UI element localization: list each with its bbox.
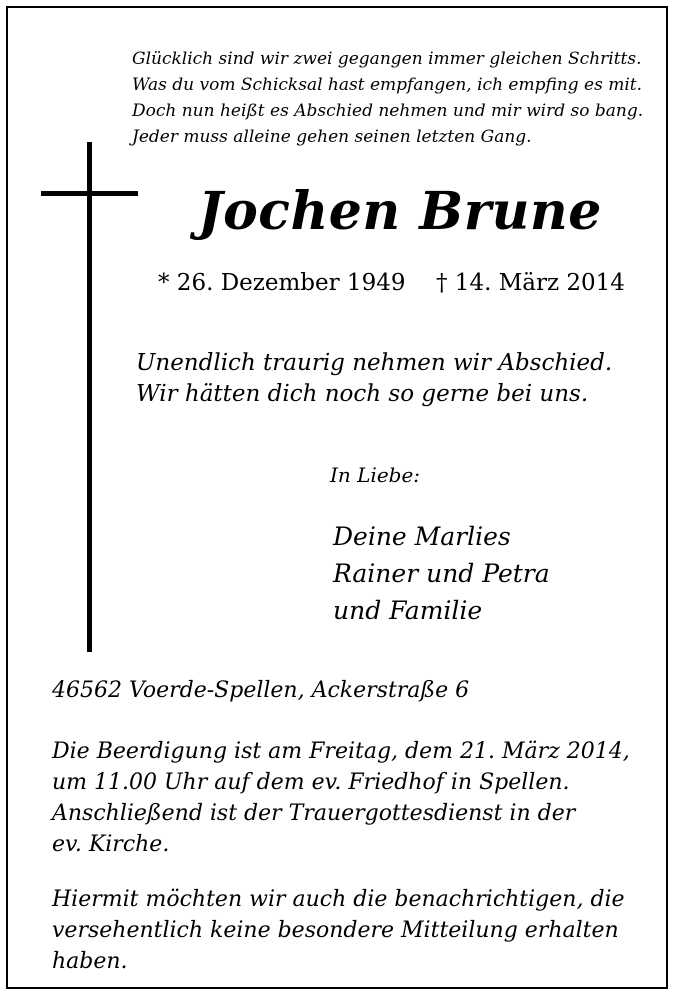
poem-line: Jeder muss alleine gehen seinen letzten Gang.: [132, 127, 532, 147]
notice-line: haben.: [52, 949, 128, 974]
birth-date: * 26. Dezember 1949: [158, 270, 406, 296]
signer-name: Rainer und Petra: [333, 559, 550, 588]
farewell-line: Wir hätten dich noch so gerne bei uns.: [136, 381, 589, 407]
signer-name: und Familie: [333, 596, 483, 625]
funeral-info: [52, 736, 630, 860]
funeral-line: ev. Kirche.: [52, 832, 170, 857]
poem-line: Glücklich sind wir zwei gegangen immer gleichen Schritts.: [132, 49, 642, 69]
poem-line: Was du vom Schicksal hast empfangen, ich empfing es mit.: [132, 75, 643, 95]
death-date: † 14. März 2014: [436, 270, 625, 296]
signer-name: Deine Marlies: [333, 522, 511, 551]
notice-line: versehentlich keine besondere Mitteilung erhalten: [52, 918, 619, 943]
signers: [333, 518, 550, 629]
funeral-line: Die Beerdigung ist am Freitag, dem 21. März 2014,: [52, 739, 630, 764]
funeral-line: Anschließend ist der Trauergottesdienst in der: [52, 801, 576, 826]
poem: [132, 46, 643, 150]
farewell-message: [136, 348, 612, 410]
poem-line: Doch nun heißt es Abschied nehmen und mir wird so bang.: [132, 101, 644, 121]
signoff-intro: In Liebe:: [330, 463, 421, 487]
address: 46562 Voerde-Spellen, Ackerstraße 6: [52, 678, 470, 703]
notice-line: Hiermit möchten wir auch die benachrichtigen, die: [52, 887, 625, 912]
funeral-line: um 11.00 Uhr auf dem ev. Friedhof in Spellen.: [52, 770, 570, 795]
cross-icon: [87, 142, 92, 652]
cross-icon-bar: [41, 191, 138, 196]
obituary-frame: [6, 6, 668, 989]
deceased-name: Jochen Brune: [198, 181, 602, 242]
farewell-line: Unendlich traurig nehmen wir Abschied.: [136, 350, 613, 376]
notice: [52, 884, 625, 977]
